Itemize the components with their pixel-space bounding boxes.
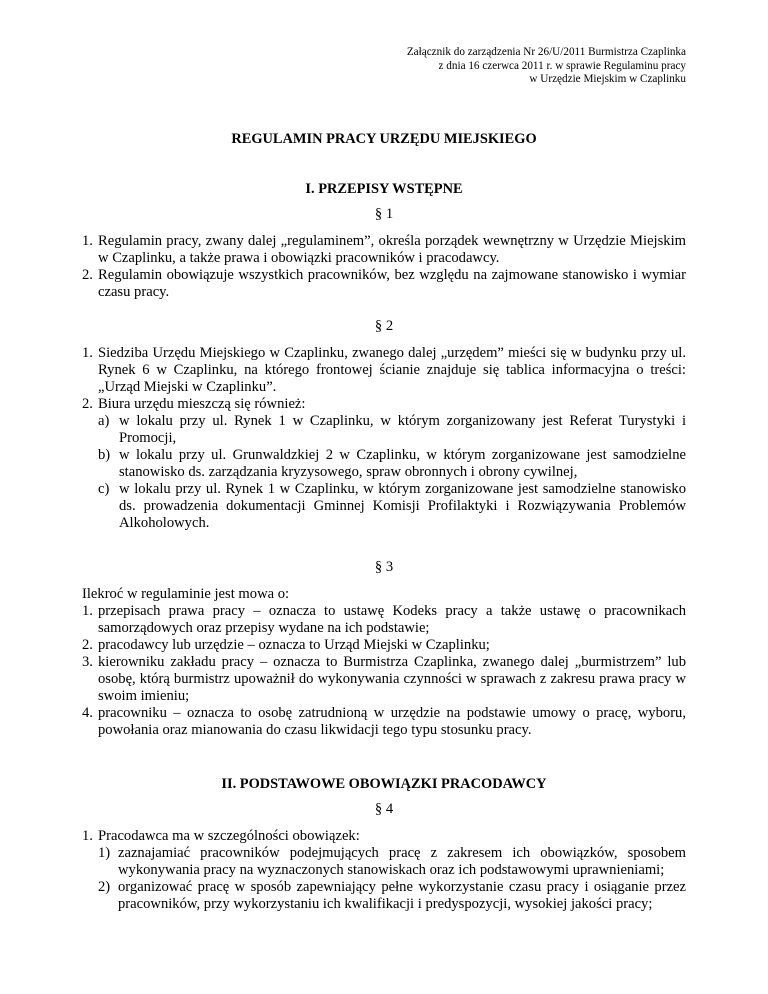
sub-list-item — [82, 447, 686, 481]
list-item-number: 2. — [82, 395, 93, 412]
sub-list-item-number: 2) — [98, 878, 111, 895]
sub-list-item-text: w lokalu przy ul. Rynek 1 w Czaplinku, w którym zorganizowany jest Referat Turystyki i Promocji, — [119, 412, 686, 446]
list-item-number: 1. — [82, 827, 93, 844]
list-item — [82, 637, 686, 654]
header-note-line: w Urzędzie Miejskim w Czaplinku — [529, 73, 686, 85]
list-item-text: Biura urzędu mieszczą się również: — [98, 395, 306, 412]
paragraph-body — [82, 828, 686, 913]
list-item-number: 1. — [82, 602, 93, 619]
document-title: REGULAMIN PRACY URZĘDU MIEJSKIEGO — [231, 130, 537, 147]
paragraph-label: § 2 — [374, 317, 394, 334]
list-item-text: Regulamin pracy, zwany dalej „regulaminem”, określa porządek wewnętrzny w Urzędzie Miejskim w Czaplinku, a także prawa i obowiązki pracowników i pracodawcy. — [98, 232, 686, 266]
list-item-number: 1. — [82, 232, 93, 249]
sub-list-item-text: w lokalu przy ul. Grunwaldzkiej 2 w Czaplinku, w którym zorganizowane jest samodzielne stanowisko ds. zarządzania kryzysowego, spraw obronnych i obrony cywilnej, — [119, 446, 686, 480]
list-item-text: kierowniku zakładu pracy – oznacza to Burmistrza Czaplinka, zwanego dalej „burmistrzem” lub osobę, którą burmistrz upoważnił do wykonywania czynności w sprawach z zakresu prawa pracy w swoim imieniu; — [98, 653, 686, 704]
sub-list-item-letter: a) — [98, 412, 110, 429]
paragraph-body — [82, 586, 686, 739]
list-item-text: Siedziba Urzędu Miejskiego w Czaplinku, zwanego dalej „urzędem” mieści się w budynku przy ul. Rynek 6 w Czaplinku, na którego frontowej ścianie znajduje się tablica informacyjna o treści: „Urząd Miejski w Czaplinku”. — [98, 344, 686, 395]
header-note — [82, 46, 686, 87]
paragraph-body — [82, 233, 686, 301]
list-item — [82, 603, 686, 637]
header-note-line: Załącznik do zarządzenia Nr 26/U/2011 Burmistrza Czaplinka — [406, 46, 686, 58]
list-item-text: przepisach prawa pracy – oznacza to ustawę Kodeks pracy a także ustawę o pracownikach samorządowych oraz przepisy wydane na ich podstawie; — [98, 602, 686, 636]
list-item-number: 2. — [82, 636, 93, 653]
sub-list-item-number: 1) — [98, 844, 111, 861]
list-item-text: Regulamin obowiązuje wszystkich pracowników, bez względu na zajmowane stanowisko i wymiar czasu pracy. — [98, 266, 686, 300]
list-item-number: 1. — [82, 344, 93, 361]
sub-list-item-letter: c) — [98, 480, 110, 497]
paragraph-label: § 4 — [374, 800, 394, 817]
list-item — [82, 654, 686, 705]
paragraph-label: § 3 — [374, 558, 394, 575]
paragraph-label: § 1 — [374, 205, 394, 222]
sub-list-item-text: zaznajamiać pracowników podejmujących pracę z zakresem ich obowiązków, sposobem wykonywania pracy na wyznaczonych stanowiskach oraz ich podstawowymi uprawnieniami; — [118, 844, 686, 878]
sub-list-item-text: organizować pracę w sposób zapewniający pełne wykorzystanie czasu pracy i osiąganie przez pracowników, przy wykorzystaniu ich kwalifikacji i predyspozycji, wysokiej jakości pracy; — [118, 878, 686, 912]
list-item — [82, 396, 686, 413]
list-item — [82, 705, 686, 739]
list-item-number: 2. — [82, 266, 93, 283]
list-item — [82, 233, 686, 267]
list-item-text: pracowniku – oznacza to osobę zatrudnioną w urzędzie na podstawie umowy o pracę, wyboru, powołania oraz mianowania do czasu likwidacji tego typu stosunku pracy. — [98, 704, 686, 738]
header-note-line: z dnia 16 czerwca 2011 r. w sprawie Regulaminu pracy — [438, 59, 686, 72]
sub-list-item-text: w lokalu przy ul. Rynek 1 w Czaplinku, w którym zorganizowane jest samodzielne stanowisko ds. prowadzenia dokumentacji Gminnej Komisji Profilaktyki i Rozwiązywania Problemów Alkoholowych. — [119, 480, 686, 531]
list-item — [82, 267, 686, 301]
list-item-text: pracodawcy lub urzędzie – oznacza to Urząd Miejski w Czaplinku; — [98, 636, 490, 653]
list-item-number: 3. — [82, 653, 93, 670]
sub-list-item — [82, 879, 686, 913]
sub-list-item — [82, 413, 686, 447]
section-title: II. PODSTAWOWE OBOWIĄZKI PRACODAWCY — [221, 775, 547, 792]
sub-list-item — [82, 845, 686, 879]
sub-list-item-letter: b) — [98, 446, 111, 463]
list-item-text: Pracodawca ma w szczególności obowiązek: — [98, 827, 360, 844]
paragraph-intro: Ilekroć w regulaminie jest mowa o: — [82, 585, 290, 602]
list-item — [82, 828, 686, 845]
paragraph-body — [82, 345, 686, 532]
list-item-number: 4. — [82, 704, 93, 721]
list-item — [82, 345, 686, 396]
sub-list-item — [82, 481, 686, 532]
document-page — [82, 46, 686, 913]
section-title: I. PRZEPISY WSTĘPNE — [305, 180, 463, 197]
